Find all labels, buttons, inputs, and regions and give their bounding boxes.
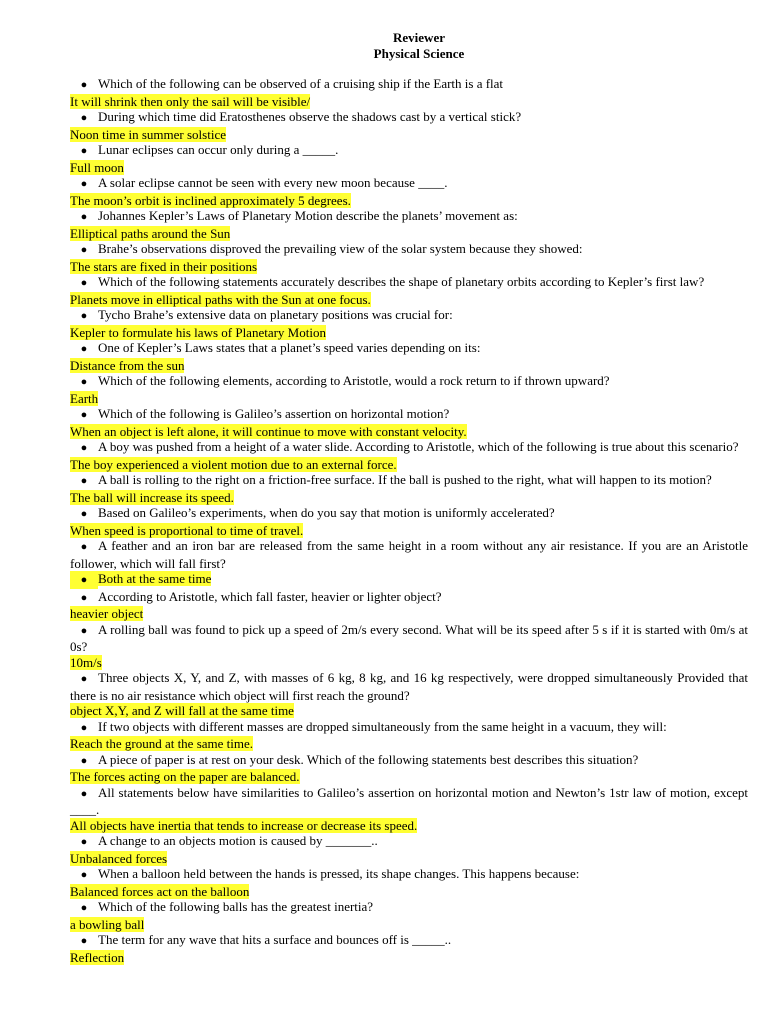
- question-text: Based on Galileo’s experiments, when do you say that motion is uniformly accelerated?: [98, 505, 555, 520]
- bullet-icon: ●: [80, 541, 88, 553]
- question-item: [70, 241, 748, 259]
- answer-text: Reflection: [70, 949, 125, 965]
- answer-item: [70, 769, 748, 785]
- question-text: A ball is rolling to the right on a friction-free surface. If the ball is pushed to the right, what will happen to its motion?: [98, 472, 712, 487]
- question-item: [70, 505, 748, 523]
- question-item: [70, 208, 748, 226]
- answer-highlight: [70, 193, 351, 208]
- answer-highlight: [70, 884, 249, 899]
- question-text: A solar eclipse cannot be seen with every new moon because ____.: [98, 175, 448, 190]
- question-text: If two objects with different masses are dropped simultaneously from the same height in a vacuum, they will:: [98, 718, 667, 734]
- question-item: [70, 866, 748, 884]
- answer-text: Reach the ground at the same time.: [70, 736, 254, 751]
- question-text: A change to an objects motion is caused by _______..: [98, 833, 378, 848]
- answer-item: [70, 884, 748, 900]
- question-text: Johannes Kepler’s Laws of Planetary Motion describe the planets’ movement as:: [98, 208, 518, 223]
- bullet-icon: ●: [80, 754, 88, 767]
- question-item: [70, 719, 748, 737]
- answer-text: Unbalanced forces: [70, 850, 168, 866]
- answer-item: [70, 655, 748, 671]
- bullet-icon: ●: [80, 442, 88, 454]
- answer-item: [70, 736, 748, 752]
- question-text: Which of the following can be observed of a cruising ship if the Earth is a flat: [98, 76, 504, 91]
- answer-highlight: [70, 818, 417, 833]
- question-text: The term for any wave that hits a surface and bounces off is _____..: [98, 932, 452, 947]
- answer-item: [70, 571, 748, 589]
- answer-item: [70, 851, 748, 867]
- bullet-icon: ●: [80, 112, 88, 124]
- bullet-icon: ●: [80, 673, 88, 685]
- question-text: Which of the following balls has the greatest inertia?: [98, 899, 374, 914]
- answer-highlight: [70, 606, 143, 621]
- answer-highlight: [70, 703, 294, 718]
- question-item: [70, 899, 748, 917]
- answer-item: [70, 818, 748, 834]
- answer-highlight: [70, 391, 98, 406]
- question-item: [70, 622, 748, 655]
- answer-text: object X,Y, and Z will fall at the same time: [70, 703, 294, 718]
- answer-highlight: [70, 325, 326, 340]
- answer-item: [70, 127, 748, 143]
- question-text: One of Kepler’s Laws states that a planet’s speed varies depending on its:: [98, 340, 481, 355]
- answer-text: It will shrink then only the sail will be visible/: [70, 93, 311, 109]
- document-subtitle: Physical Science: [373, 46, 465, 61]
- question-item: [70, 932, 748, 950]
- bullet-icon: ●: [70, 573, 98, 589]
- bullet-icon: ●: [80, 310, 88, 322]
- answer-highlight: [70, 736, 253, 751]
- answer-highlight: [70, 490, 234, 505]
- question-item: [70, 175, 748, 193]
- question-item: [70, 109, 748, 127]
- answer-text: a bowling ball: [70, 916, 145, 932]
- answer-item: [70, 950, 748, 966]
- question-item: [70, 274, 748, 292]
- answer-text: Full moon: [70, 159, 124, 175]
- answer-text: Elliptical paths around the Sun: [70, 225, 231, 241]
- answer-text: The moon’s orbit is inclined approximately 5 degrees.: [70, 192, 351, 208]
- answer-highlight: [70, 571, 211, 586]
- answer-text: Earth: [70, 390, 99, 406]
- question-item: [70, 785, 748, 818]
- question-text: Lunar eclipses can occur only during a _____.: [98, 142, 339, 157]
- bullet-icon: ●: [80, 409, 88, 421]
- bullet-icon: ●: [80, 145, 88, 157]
- answer-highlight: [70, 259, 257, 274]
- answer-item: [70, 490, 748, 506]
- answer-text: All objects have inertia that tends to increase or decrease its speed.: [70, 817, 418, 833]
- answer-item: [70, 457, 748, 473]
- answer-item: [70, 358, 748, 374]
- answer-item: [70, 94, 748, 110]
- answer-highlight: [70, 917, 144, 932]
- question-item: [70, 340, 748, 358]
- bullet-icon: ●: [80, 277, 88, 289]
- answer-highlight: [70, 127, 226, 142]
- answer-text: Both at the same time: [98, 571, 212, 586]
- question-item: [70, 589, 748, 607]
- question-list: [70, 76, 748, 965]
- answer-highlight: [70, 769, 300, 784]
- question-text: During which time did Eratosthenes observe the shadows cast by a vertical stick?: [98, 109, 522, 124]
- answer-text: The forces acting on the paper are balanced.: [70, 769, 300, 784]
- question-text: Tycho Brahe’s extensive data on planetary positions was crucial for:: [98, 307, 453, 322]
- answer-item: [70, 259, 748, 275]
- answer-highlight: [70, 457, 397, 472]
- question-text: A rolling ball was found to pick up a speed of 2m/s every second. What will be its speed after 5 s if it is started with 0m/s at 0s?: [70, 621, 748, 654]
- answer-highlight: [70, 523, 303, 538]
- question-text: Three objects X, Y, and Z, with masses of 6 kg, 8 kg, and 16 kg respectively, were dropped simultaneously Provided that there is no air resistance which object will first reach the ground?: [70, 670, 748, 703]
- bullet-icon: ●: [80, 79, 88, 91]
- bullet-icon: ●: [80, 211, 88, 223]
- question-text: A feather and an iron bar are released from the same height in a room without any air resistance. If you are an Aristotle follower, which will fall first?: [70, 538, 748, 571]
- question-item: [70, 307, 748, 325]
- question-item: [70, 752, 748, 770]
- question-item: [70, 439, 748, 457]
- question-text: Which of the following elements, according to Aristotle, would a rock return to if thrown upward?: [98, 373, 610, 388]
- bullet-icon: ●: [80, 902, 88, 914]
- answer-text: Planets move in elliptical paths with the Sun at one focus.: [70, 291, 371, 307]
- bullet-icon: ●: [80, 244, 88, 256]
- answer-text: Balanced forces act on the balloon: [70, 883, 250, 899]
- question-text: Brahe’s observations disproved the prevailing view of the solar system because they showed:: [98, 241, 583, 256]
- answer-highlight: [70, 655, 102, 670]
- bullet-icon: ●: [80, 721, 88, 734]
- question-text: All statements below have similarities to Galileo’s assertion on horizontal motion and Newton’s 1str law of motion, except ____.: [70, 784, 748, 817]
- bullet-icon: ●: [80, 935, 88, 947]
- answer-highlight: [70, 292, 371, 307]
- question-item: [70, 833, 748, 851]
- answer-text: The stars are fixed in their positions: [70, 258, 258, 274]
- answer-item: [70, 606, 748, 622]
- bullet-icon: ●: [80, 624, 88, 637]
- question-item: [70, 538, 748, 571]
- bullet-icon: ●: [80, 343, 88, 355]
- bullet-icon: ●: [80, 787, 88, 800]
- answer-text: Kepler to formulate his laws of Planetary Motion: [70, 324, 326, 340]
- answer-highlight: [70, 851, 167, 866]
- question-text: A piece of paper is at rest on your desk. Which of the following statements best describes this situation?: [98, 751, 639, 767]
- answer-item: [70, 917, 748, 933]
- answer-item: [70, 703, 748, 719]
- question-item: [70, 76, 748, 94]
- answer-item: [70, 160, 748, 176]
- answer-highlight: [70, 424, 467, 439]
- answer-highlight: [70, 160, 124, 175]
- answer-text: The boy experienced a violent motion due to an external force.: [70, 456, 397, 472]
- question-item: [70, 472, 748, 490]
- question-item: [70, 670, 748, 703]
- answer-highlight: [70, 94, 310, 109]
- answer-item: [70, 325, 748, 341]
- bullet-icon: ●: [80, 591, 88, 604]
- question-item: [70, 373, 748, 391]
- question-text: When a balloon held between the hands is pressed, its shape changes. This happens because:: [98, 866, 580, 881]
- bullet-icon: ●: [80, 376, 88, 388]
- answer-highlight: [70, 358, 184, 373]
- question-item: [70, 406, 748, 424]
- answer-text: Noon time in summer solstice: [70, 126, 226, 142]
- answer-item: [70, 193, 748, 209]
- answer-text: 10m/s: [70, 654, 102, 670]
- answer-item: [70, 391, 748, 407]
- question-text: A boy was pushed from a height of a water slide. According to Aristotle, which of the following is true about this scenario?: [98, 439, 739, 454]
- answer-text: heavier object: [70, 606, 144, 621]
- question-text: Which of the following statements accurately describes the shape of planetary orbits according to Kepler’s first law?: [98, 274, 705, 289]
- answer-text: When an object is left alone, it will continue to move with constant velocity.: [70, 423, 467, 439]
- answer-item: [70, 523, 748, 539]
- answer-highlight: [70, 226, 230, 241]
- bullet-icon: ●: [80, 836, 88, 848]
- bullet-icon: ●: [80, 475, 88, 487]
- answer-text: When speed is proportional to time of travel.: [70, 522, 304, 538]
- document-title: Reviewer: [393, 30, 445, 45]
- answer-item: [70, 292, 748, 308]
- bullet-icon: ●: [80, 508, 88, 520]
- answer-item: [70, 424, 748, 440]
- bullet-icon: ●: [80, 869, 88, 881]
- answer-text: The ball will increase its speed.: [70, 489, 234, 505]
- bullet-icon: ●: [80, 178, 88, 190]
- answer-highlight: [70, 950, 124, 965]
- question-text: Which of the following is Galileo’s assertion on horizontal motion?: [98, 406, 450, 421]
- answer-item: [70, 226, 748, 242]
- question-item: [70, 142, 748, 160]
- answer-text: Distance from the sun: [70, 357, 185, 373]
- question-text: According to Aristotle, which fall faster, heavier or lighter object?: [98, 588, 442, 604]
